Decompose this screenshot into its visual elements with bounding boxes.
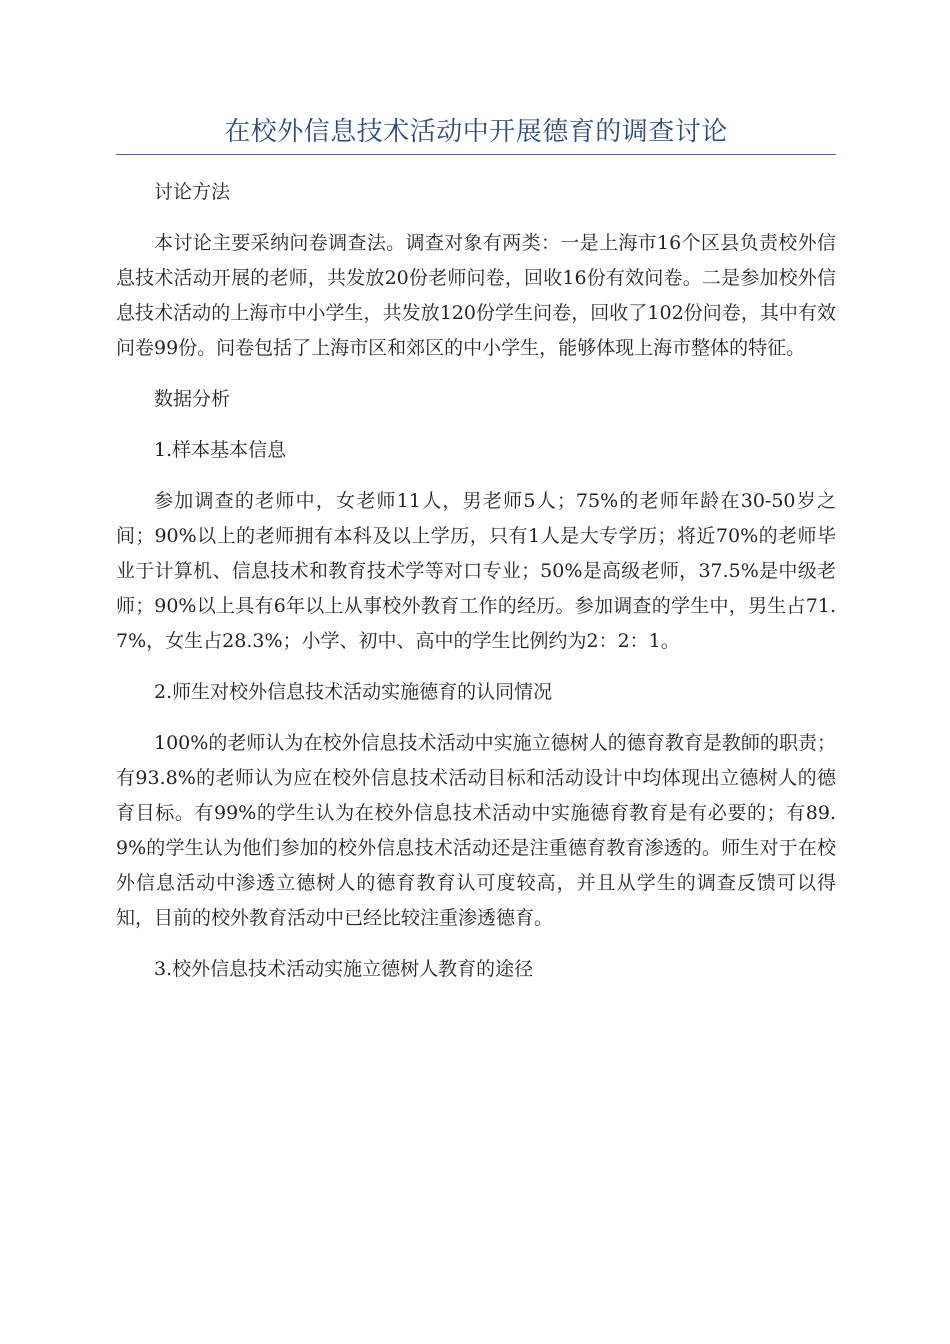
- subheading-sample-info: 1.样本基本信息: [154, 439, 287, 461]
- title-underline: [116, 154, 836, 155]
- paragraph-recognition: 100%的老师认为在校外信息技术活动中实施立德树人的德育教育是教師的职责；有93.8%的老师认为应在校外信息技术活动目标和活动设计中均体现出立德树人的德育目标。有99%的学生认为在校外信息技术活动中实施德育教育是有必要的；有89.9%的学生认为他们参加的校外信息技术活动还是注重德育教育渗透的。师生对于在校外信息活动中渗透立德树人的德育教育认可度较高，并且从学生的调查反馈可以得知，目前的校外教育活动中已经比较注重渗透德育。: [116, 732, 836, 929]
- subheading-approaches: 3.校外信息技术活动实施立德树人教育的途径: [154, 958, 534, 980]
- document-title: 在校外信息技术活动中开展德育的调查讨论: [224, 117, 728, 147]
- heading-method: 讨论方法: [154, 181, 231, 203]
- paragraph-sample-info: 参加调查的老师中，女老师11人，男老师5人；75%的老师年龄在30-50岁之间；90%以上的老师拥有本科及以上学历，只有1人是大专学历；将近70%的老师毕业于计算机、信息技术和教育技术学等对口专业；50%是高级老师，37.5%是中级老师；90%以上具有6年以上从事校外教育工作的经历。参加调查的学生中，男生占71.7%，女生占28.3%；小学、初中、高中的学生比例约为2：2：1。: [116, 490, 836, 652]
- document-body: [116, 175, 836, 987]
- subheading-recognition: 2.师生对校外信息技术活动实施德育的认同情况: [154, 681, 553, 703]
- paragraph-method: 本讨论主要采纳问卷调查法。调查对象有两类：一是上海市16个区县负责校外信息技术活动开展的老师，共发放20份老师问卷，回收16份有效问卷。二是参加校外信息技术活动的上海市中小学生，共发放120份学生问卷，回收了102份问卷，其中有效问卷99份。问卷包括了上海市区和郊区的中小学生，能够体现上海市整体的特征。: [116, 232, 836, 359]
- heading-analysis: 数据分析: [154, 388, 231, 410]
- document-page: [116, 112, 836, 1003]
